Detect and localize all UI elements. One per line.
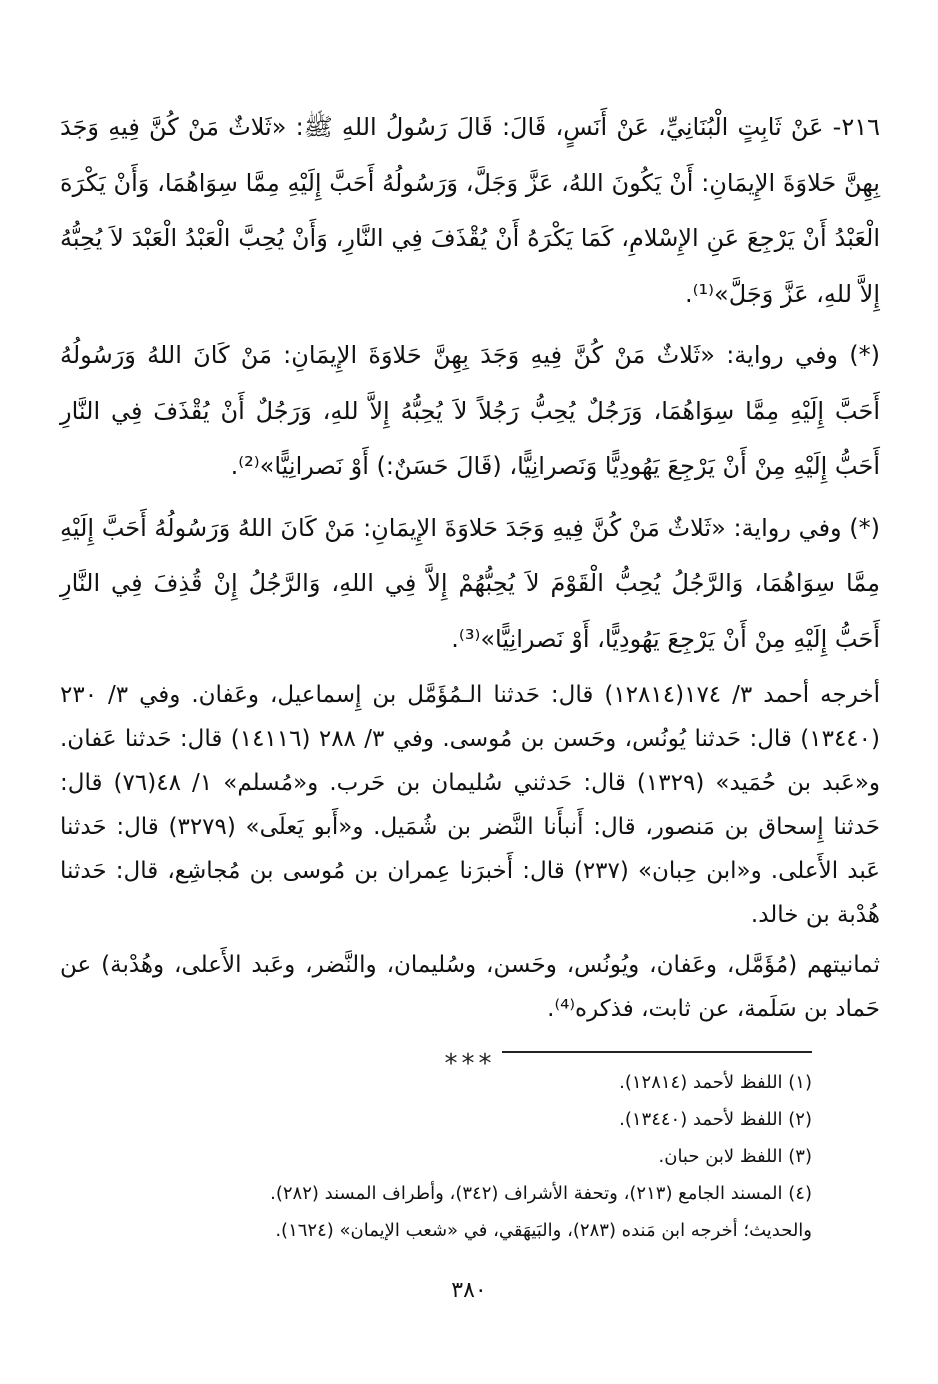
hadith-text: «ثَلاثٌ مَنْ كُنَّ فِيهِ وَجَدَ بِهِنَّ حَلاوَةَ الإِيمَانِ: أَنْ يَكُونَ اللهُ، عَزَّ وَجَلَّ، وَرَسُولُهُ أَحَبَّ إِلَيْهِ مِمَّا سِوَاهُمَا، وَأَنْ يَكْرَهَ الْعَبْدُ أَنْ يَرْجِعَ عَنِ الإِسْلامِ، كَمَا يَكْرَهُ أَنْ يُقْذَفَ فِي النَّارِ، وَأَنْ يُحِبَّ الْعَبْدُ الْعَبْدَ لاَ يُحِبُّهُ إِلاَّ للهِ، عَزَّ وَجَلَّ»⁽¹⁾. xyxy=(60,113,880,308)
riwaya-1: (*) وفي رواية: «ثَلاثٌ مَنْ كُنَّ فِيهِ وَجَدَ بِهِنَّ حَلاوَةَ الإِيمَانِ: مَنْ كَانَ اللهُ وَرَسُولُهُ أَحَبَّ إِلَيْهِ مِمَّا سِوَاهُمَا، وَرَجُلٌ يُحِبُّ رَجُلاً لاَ يُحِبُّهُ إِلاَّ للهِ، وَرَجُلٌ أَنْ يُقْذَفَ فِي النَّارِ أَحَبُّ إِلَيْهِ مِنْ أَنْ يَرْجِعَ يَهُودِيًّا وَنَصرانِيًّا، (قَالَ حَسَنٌ:) أَوْ نَصرانِيًّا»⁽²⁾. xyxy=(60,341,880,480)
riwaya-2: (*) وفي رواية: «ثَلاثٌ مَنْ كُنَّ فِيهِ وَجَدَ حَلاوَةَ الإِيمَانِ: مَنْ كَانَ اللهُ وَرَسُولُهُ أَحَبَّ إِلَيْهِ مِمَّا سِوَاهُمَا، وَالرَّجُلُ يُحِبُّ الْقَوْمَ لاَ يُحِبُّهُمْ إِلاَّ فِي اللهِ، وَالرَّجُلُ إِنْ قُذِفَ فِي النَّارِ أَحَبُّ إِلَيْهِ مِنْ أَنْ يَرْجِعَ يَهُودِيًّا، أَوْ نَصرانِيًّا»⁽³⁾. xyxy=(60,513,880,653)
footnote-4: (٤) المسند الجامع (٢١٣)، وتحفة الأشراف (٣٤٢)، وأطراف المسند (٢٨٢). xyxy=(270,1183,812,1204)
takhrij-paragraph: أخرجه أحمد ٣/ ١٧٤(١٢٨١٤) قال: حَدثنا الـمُؤَمَّل بن إِسماعيل، وعَفان. وفي ٣/ ٢٣٠ (١٣٤٤٠) قال: حَدثنا يُونُس، وحَسن بن مُوسى. وفي ٣/ ٢٨٨ (١٤١١٦) قال: حَدثنا عَفان. و«عَبد بن حُمَيد» (١٣٢٩) قال: حَدثني سُليمان بن حَرب. و«مُسلم» ١/ ٤٨(٧٦) قال: حَدثنا إِسحاق بن مَنصور، قال: أَنبأَنا النَّضر بن شُمَيل. و«أَبو يَعلَى» (٣٢٧٩) قال: حَدثنا عَبد الأَعلى. و«ابن حِبان» (٢٣٧) قال: أَخبرَنا عِمران بن مُوسى بن مُجاشِع، قال: حَدثنا هُدْبة بن خالد. xyxy=(60,682,880,928)
section-separator: *** xyxy=(444,1049,496,1079)
footnote-rule xyxy=(502,1051,812,1053)
hadith-block xyxy=(60,100,880,322)
footnote-3: (٣) اللفظ لابن حبان. xyxy=(658,1146,812,1167)
footnotes xyxy=(60,1064,812,1249)
page-body xyxy=(60,100,880,1093)
footnote-2: (٢) اللفظ لأحمد (١٣٤٤٠). xyxy=(619,1109,812,1130)
takhrij-summary: ثمانيتهم (مُؤَمَّل، وعَفان، ويُونُس، وحَسن، وسُليمان، والنَّضر، وعَبد الأَعلى، وهُدْبة) عن حَماد بن سَلَمة، عن ثابت، فذكره⁽⁴⁾. xyxy=(60,952,880,1022)
page-number: ٣٨٠ xyxy=(451,1278,487,1303)
footnote-1: (١) اللفظ لأحمد (١٢٨١٤). xyxy=(619,1072,812,1093)
footnote-4-continuation: والحديث؛ أخرجه ابن مَنده (٢٨٣)، والبَيهَقي، في «شعب الإيمان» (١٦٢٤). xyxy=(275,1220,812,1241)
hadith-heading: ٢١٦- عَنْ ثَابِتٍ الْبُنَانِيِّ، عَنْ أَنَسٍ، قَالَ: قَالَ رَسُولُ اللهِ ﷺ: xyxy=(295,113,881,141)
